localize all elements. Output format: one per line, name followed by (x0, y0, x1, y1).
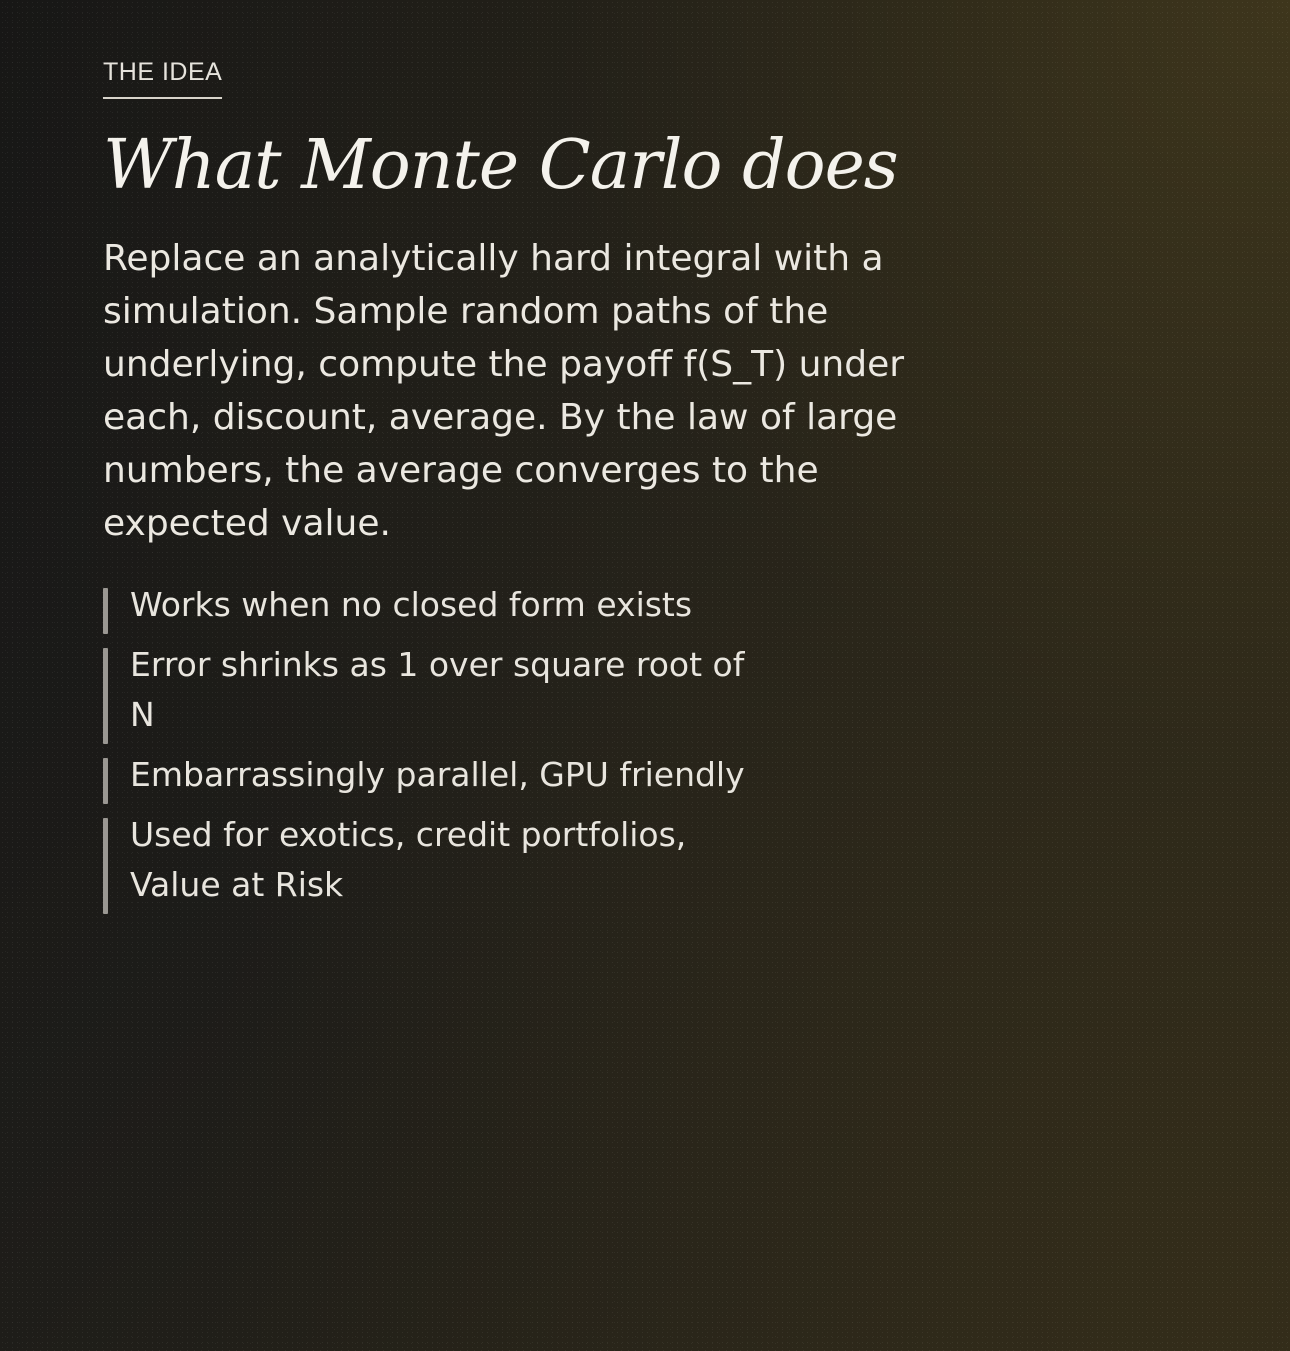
page-title: What Monte Carlo does (103, 126, 898, 205)
bullet-bar (103, 588, 108, 634)
list-item-text: Error shrinks as 1 over square root of N (130, 644, 745, 734)
bullet-list (103, 580, 983, 910)
section-eyebrow: THE IDEA (103, 60, 222, 99)
list-item (103, 750, 770, 800)
list-item-text: Works when no closed form exists (130, 584, 693, 624)
list-item-text: Used for exotics, credit portfolios, Value at Risk (130, 814, 687, 904)
bullet-bar (103, 758, 108, 804)
slide-content (103, 60, 983, 920)
lead-paragraph: Replace an analytically hard integral with a simulation. Sample random paths of the underlying, compute the payoff f(S_T) under each, discount, average. By the law of large numbers, the average converges to the expected value. (103, 237, 905, 544)
list-item (103, 810, 770, 910)
bullet-bar (103, 818, 108, 914)
list-item (103, 640, 770, 740)
list-item (103, 580, 770, 630)
list-item-text: Embarrassingly parallel, GPU friendly (130, 754, 745, 794)
bullet-bar (103, 648, 108, 744)
